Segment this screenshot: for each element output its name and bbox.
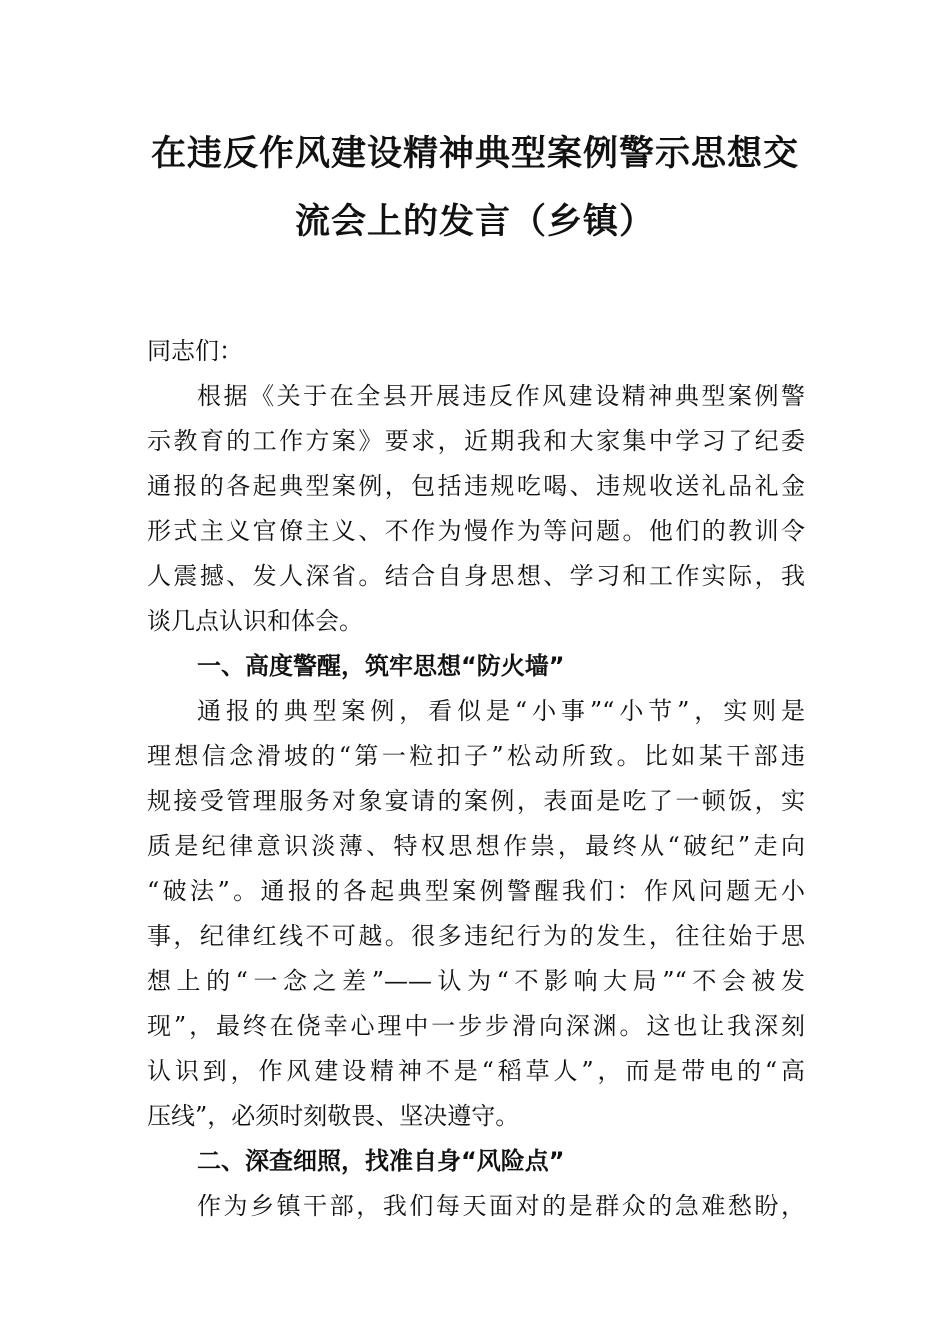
text-line: 根据《关于在全县开展违反作风建设精神典型案例警 — [197, 382, 805, 410]
text-line: 形式主义官僚主义、不作为慢作为等问题。他们的教训令 — [147, 517, 805, 545]
document-title-line-2: 流会上的发言（乡镇） — [294, 201, 655, 242]
text-line: 同志们： — [147, 337, 243, 365]
text-line: 想上的“一念之差”——认为“不影响大局”“不会被发 — [147, 967, 805, 995]
text-line: 二、深查细照，找准自身“风险点” — [197, 1147, 565, 1175]
paragraph — [147, 1189, 805, 1234]
text-line: 谈几点认识和体会。 — [147, 607, 363, 635]
text-line: 作为乡镇干部，我们每天面对的是群众的急难愁盼， — [197, 1192, 805, 1220]
section-heading — [147, 649, 805, 694]
text-line: 压线”，必须时刻敬畏、坚决遵守。 — [147, 1102, 520, 1130]
text-line: 理想信念滑坡的“第一粒扣子”松动所致。比如某干部违 — [147, 742, 805, 770]
text-line: 规接受管理服务对象宴请的案例，表面是吃了一顿饭，实 — [147, 787, 805, 815]
text-line: 现”，最终在侥幸心理中一步步滑向深渊。这也让我深刻 — [147, 1012, 805, 1040]
text-line: 一、高度警醒，筑牢思想“防火墙” — [197, 652, 565, 680]
text-line: 认识到，作风建设精神不是“稻草人”，而是带电的“高 — [147, 1057, 805, 1085]
document-body — [147, 334, 805, 1234]
text-line: 事，纪律红线不可越。很多违纪行为的发生，往往始于思 — [147, 922, 805, 950]
text-line: 通报的典型案例，看似是“小事”“小节”，实则是 — [197, 697, 805, 725]
salutation — [147, 334, 805, 379]
paragraph — [147, 694, 805, 1144]
section-heading — [147, 1144, 805, 1189]
text-line: 通报的各起典型案例，包括违规吃喝、违规收送礼品礼金 — [147, 472, 805, 500]
document-title-line-1: 在违反作风建设精神典型案例警示思想交 — [150, 133, 799, 174]
text-line: 质是纪律意识淡薄、特权思想作祟，最终从“破纪”走向 — [147, 832, 805, 860]
text-line: 人震撼、发人深省。结合自身思想、学习和工作实际，我 — [147, 562, 805, 590]
text-line: 示教育的工作方案》要求，近期我和大家集中学习了纪委 — [147, 427, 805, 455]
text-line: “破法”。通报的各起典型案例警醒我们：作风问题无小 — [147, 877, 805, 905]
paragraph — [147, 379, 805, 649]
